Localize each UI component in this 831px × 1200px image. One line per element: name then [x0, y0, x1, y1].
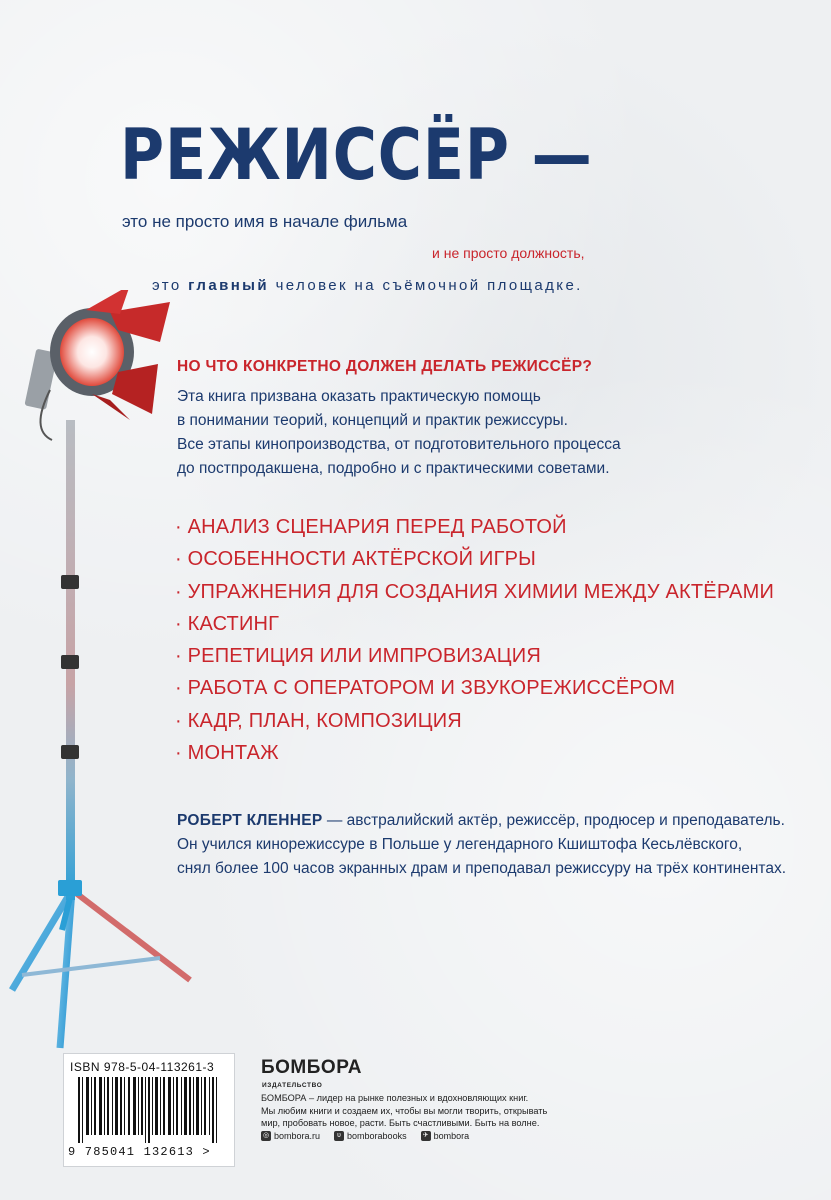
subtitle-line-2: и не просто должность,	[432, 245, 585, 261]
intro-line: Все этапы кинопроизводства, от подготовительного процесса	[177, 436, 621, 453]
publisher-description	[261, 1092, 591, 1130]
publisher-logo: БОМБОРА	[261, 1057, 362, 1078]
bio-line-1-text: — австралийский актёр, режиссёр, продюсер и преподаватель.	[322, 812, 785, 829]
light-stand-pole	[58, 420, 82, 900]
social-link-website[interactable]	[261, 1131, 320, 1141]
publisher-desc-line: БОМБОРА – лидер на рынке полезных и вдохновляющих книг.	[261, 1093, 529, 1103]
social-link-telegram[interactable]	[421, 1131, 470, 1141]
topic-item: · РАБОТА С ОПЕРАТОРОМ И ЗВУКОРЕЖИССЁРОМ	[175, 677, 676, 700]
subtitle-line-3-after: человек на съёмочной площадке.	[269, 277, 583, 294]
topic-item: · МОНТАЖ	[175, 742, 279, 765]
question-heading: НО ЧТО КОНКРЕТНО ДОЛЖЕН ДЕЛАТЬ РЕЖИССЁР?	[177, 358, 593, 375]
topics-list	[175, 511, 774, 769]
subtitle-emphasis: главный	[188, 277, 269, 294]
isbn-number: ISBN 978-5-04-113261-3	[70, 1060, 215, 1074]
topic-item: · РЕПЕТИЦИЯ ИЛИ ИМПРОВИЗАЦИЯ	[175, 645, 542, 668]
intro-paragraph	[177, 385, 797, 481]
bio-line: снял более 100 часов экранных драм и преподавал режиссуру на трёх континентах.	[177, 860, 787, 877]
social-label: bombora	[433, 1131, 470, 1141]
telegram-icon: ✈	[421, 1131, 431, 1141]
intro-line: в понимании теорий, концепций и практик режиссуры.	[177, 412, 568, 429]
tripod-legs	[12, 890, 190, 1048]
social-link-vk[interactable]	[334, 1131, 407, 1141]
topic-item: · ОСОБЕННОСТИ АКТЁРСКОЙ ИГРЫ	[175, 548, 537, 571]
intro-line: до постпродакшена, подробно и с практическими советами.	[177, 460, 610, 477]
topic-item: · АНАЛИЗ СЦЕНАРИЯ ПЕРЕД РАБОТОЙ	[175, 516, 567, 538]
topic-item: · КАСТИНГ	[175, 612, 280, 635]
subtitle-line-1: это не просто имя в начале фильма	[122, 212, 408, 231]
publisher-desc-line: Мы любим книги и создаем их, чтобы вы могли творить, открывать	[261, 1105, 548, 1116]
bio-line	[177, 809, 817, 833]
bio-line: Он учился кинорежиссуре в Польше у легендарного Кшиштофа Кесьлёвского,	[177, 836, 743, 853]
author-bio	[177, 809, 817, 881]
subtitle-line-3-before: это	[152, 277, 189, 294]
social-label: bombora.ru	[274, 1131, 321, 1141]
publisher-subtitle: ИЗДАТЕЛЬСТВО	[262, 1082, 323, 1089]
social-links	[261, 1131, 469, 1141]
intro-line: Эта книга призвана оказать практическую помощь	[177, 388, 541, 405]
barcode-icon	[78, 1077, 228, 1143]
author-name: РОБЕРТ КЛЕННЕР	[177, 812, 323, 829]
lamp-head	[24, 290, 170, 440]
headline: РЕЖИССЁР —	[120, 114, 593, 196]
publisher-desc-line: мир, пробовать новое, расти. Быть счастливыми. Быть на волне.	[261, 1118, 540, 1129]
barcode-digits: 9 785041 132613 >	[68, 1145, 211, 1159]
instagram-icon: ◎	[262, 1132, 270, 1139]
vk-icon: ʋ	[334, 1131, 344, 1141]
social-label: bomborabooks	[347, 1131, 407, 1141]
topic-item: · КАДР, ПЛАН, КОМПОЗИЦИЯ	[175, 709, 462, 732]
topic-item: · УПРАЖНЕНИЯ ДЛЯ СОЗДАНИЯ ХИМИИ МЕЖДУ АКТЁРАМИ	[175, 580, 775, 603]
